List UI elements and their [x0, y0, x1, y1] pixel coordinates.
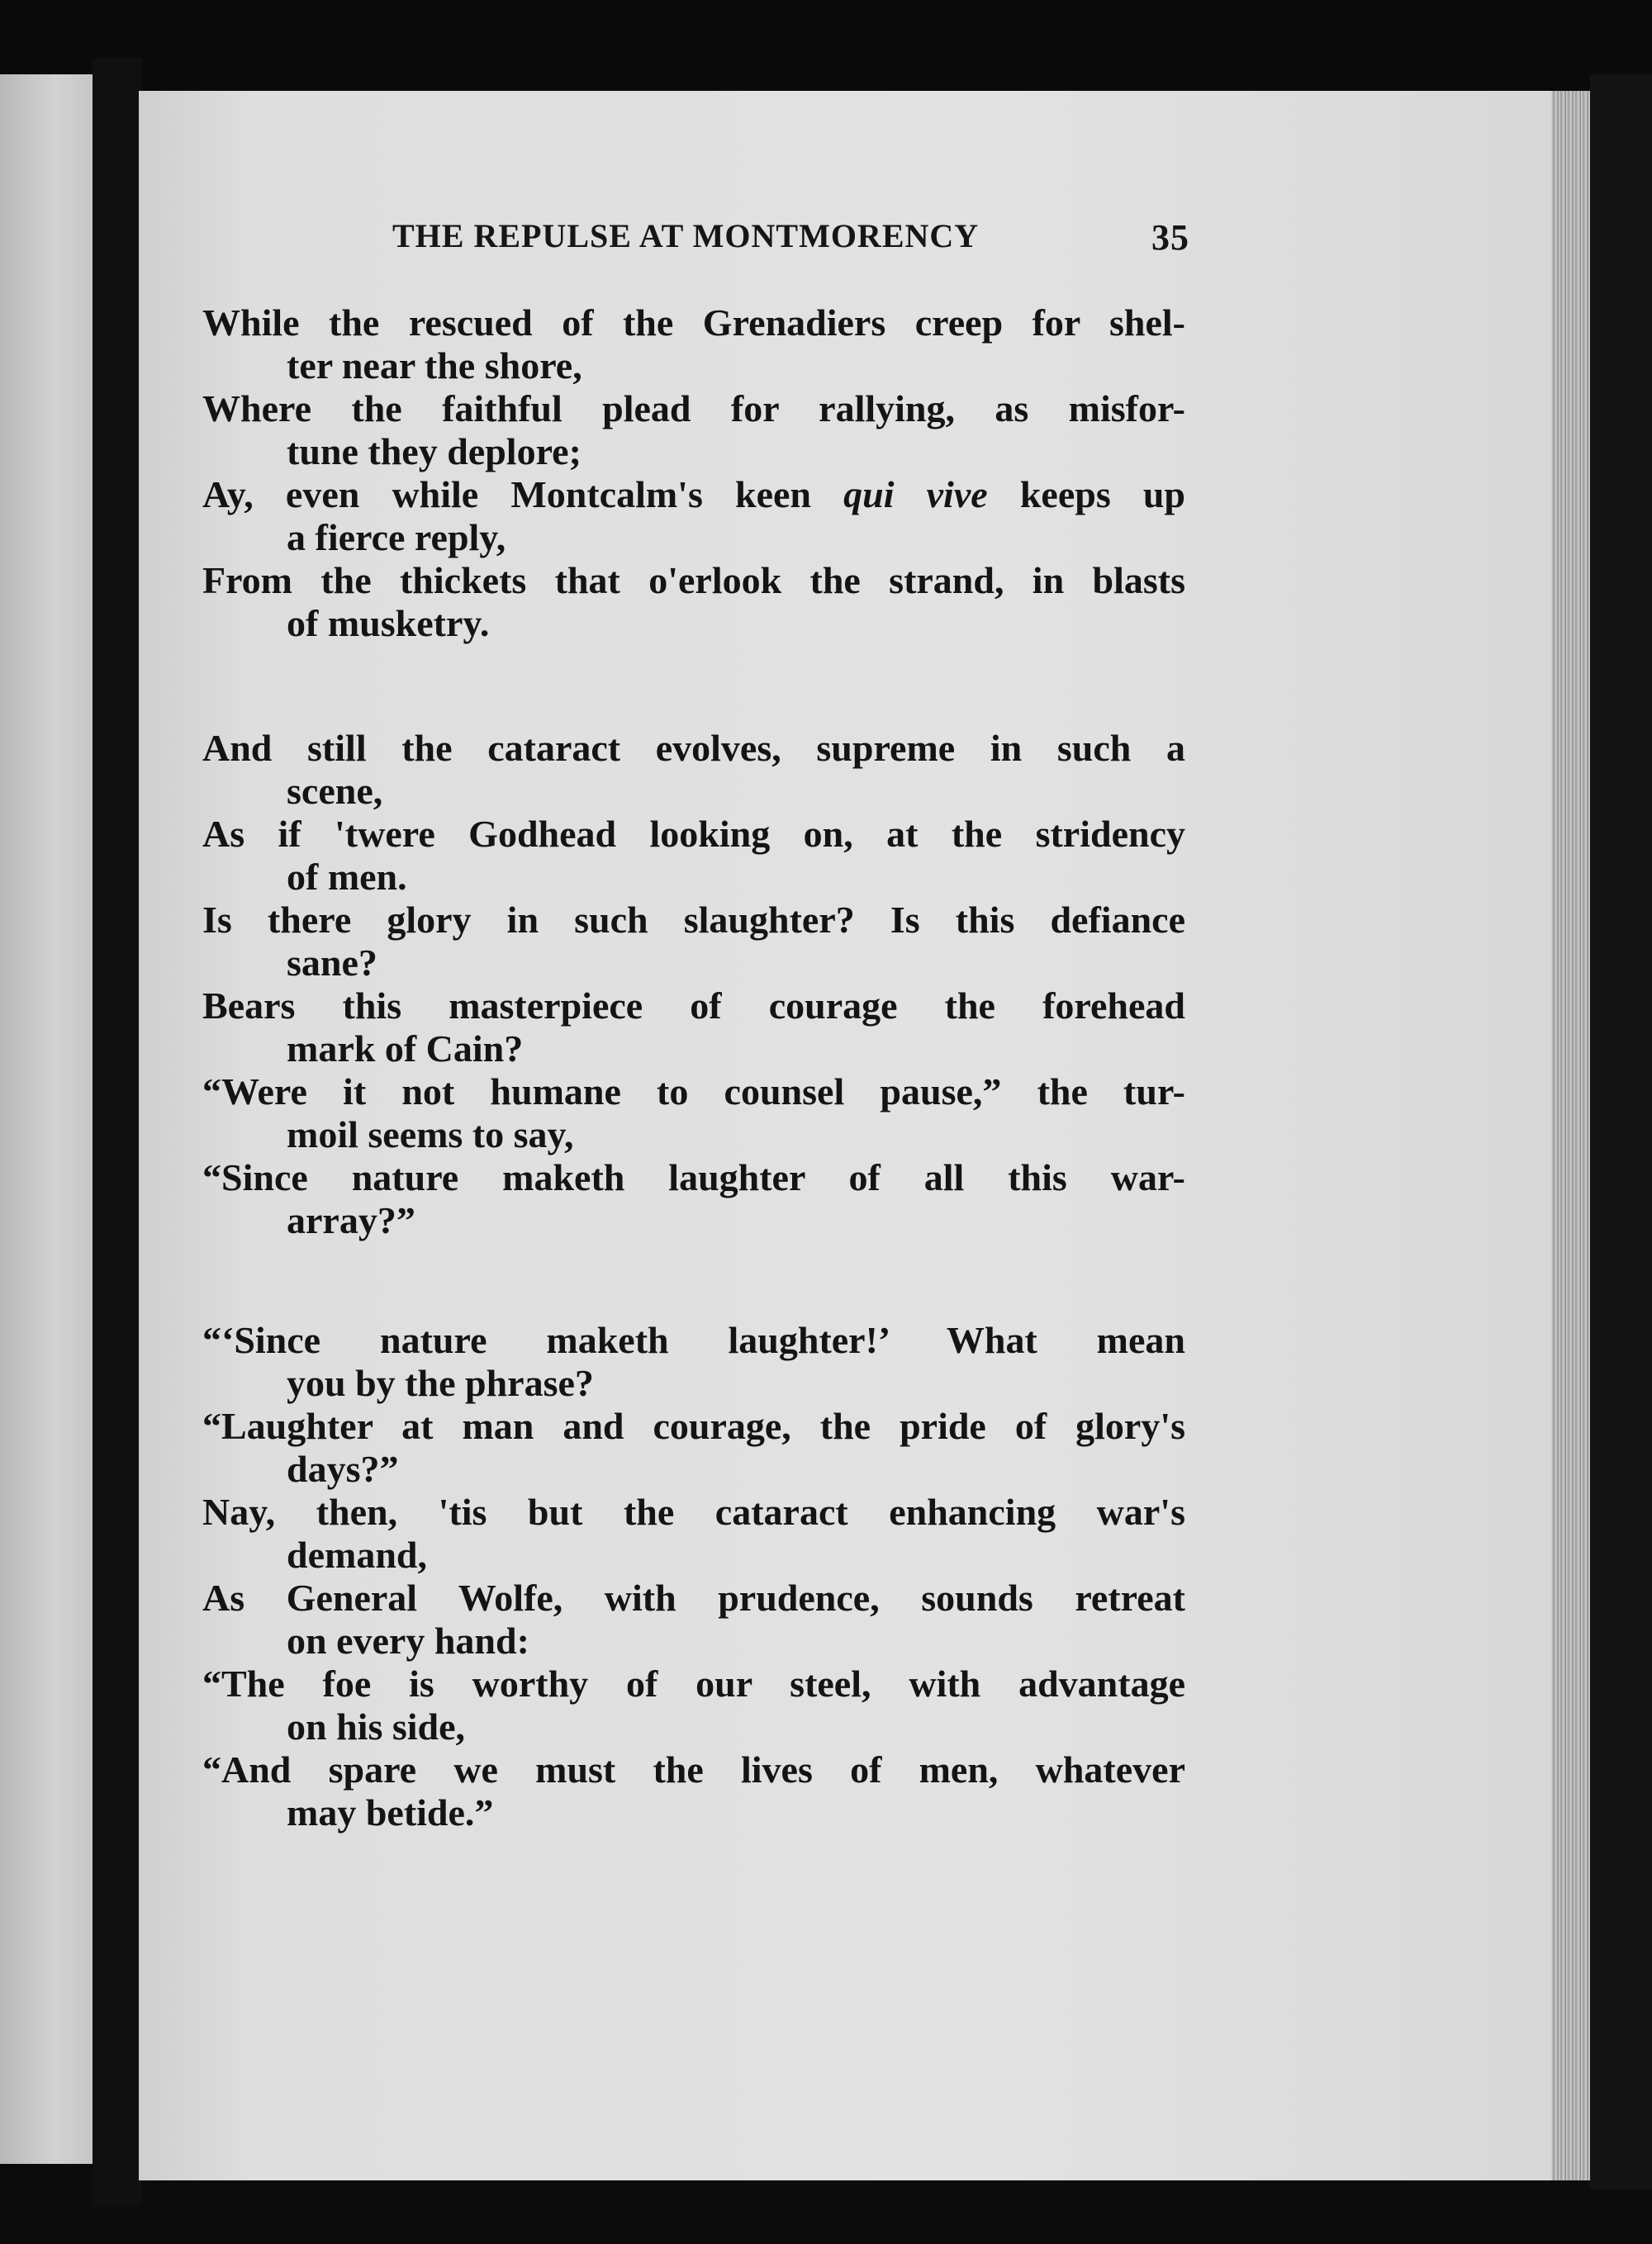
verse-line: sane? — [287, 942, 377, 984]
verse-line: on his side, — [287, 1706, 466, 1748]
scan-top-border — [0, 0, 1652, 91]
verse-line: While the rescued of the Grenadiers creep for shel- — [202, 301, 1185, 344]
verse-line: moil seems to say, — [287, 1113, 574, 1155]
verse-line: From the thickets that o'erlook the strand, in blasts — [202, 559, 1185, 601]
verse-line: Bears this masterpiece of courage the forehead — [202, 984, 1185, 1027]
verse-line: Is there glory in such slaughter? Is this defiance — [202, 899, 1185, 941]
verse-line: array?” — [287, 1199, 415, 1241]
book-gutter — [93, 58, 142, 2205]
verse-line: on every hand: — [287, 1620, 529, 1662]
verse-line: scene, — [287, 770, 383, 812]
verse-line: tune they deplore; — [287, 430, 582, 472]
verse-line: As if 'twere Godhead looking on, at the stridency — [202, 813, 1185, 855]
page-number: 35 — [1151, 217, 1189, 258]
verse-line: “Were it not humane to counsel pause,” the tur- — [202, 1070, 1185, 1113]
verse-line: may betide.” — [287, 1791, 494, 1834]
stanza-2 — [202, 727, 1194, 1242]
verse-line: “‘Since nature maketh laughter!’ What mean — [202, 1319, 1185, 1361]
verse-line: ter near the shore, — [287, 344, 582, 387]
running-head — [206, 216, 1189, 266]
verse-line: “Laughter at man and courage, the pride of glory's — [202, 1405, 1185, 1447]
running-title: THE REPULSE AT MONTMORENCY — [392, 217, 980, 254]
verse-line: of musketry. — [287, 602, 490, 644]
verse-line: demand, — [287, 1534, 427, 1576]
stanza-1 — [202, 301, 1194, 645]
verse-line: And still the cataract evolves, supreme in such a — [202, 727, 1185, 769]
verse-line: “The foe is worthy of our steel, with advantage — [202, 1663, 1185, 1705]
verse-line: “Since nature maketh laughter of all this war- — [202, 1156, 1185, 1198]
verse-line-with-italic — [202, 473, 1185, 516]
verse-line: you by the phrase? — [287, 1362, 594, 1404]
verse-line: a fierce reply, — [287, 516, 506, 558]
stanza-3 — [202, 1319, 1194, 1834]
verse-line: As General Wolfe, with prudence, sounds retreat — [202, 1577, 1185, 1619]
book-cover-edge — [1590, 74, 1652, 2189]
verse-line: Where the faithful plead for rallying, as misfor- — [202, 387, 1185, 429]
verse-line: Nay, then, 'tis but the cataract enhancing war's — [202, 1491, 1185, 1533]
verse-line: “And spare we must the lives of men, whatever — [202, 1748, 1185, 1791]
facing-page-edge — [0, 74, 101, 2164]
italic-phrase: qui vive — [843, 473, 988, 515]
verse-line: days?” — [287, 1448, 399, 1490]
verse-line: mark of Cain? — [287, 1027, 524, 1070]
verse-text: Ay, even while Montcalm's keen — [202, 473, 811, 515]
verse-text: keeps up — [1019, 473, 1186, 515]
verse-line: of men. — [287, 856, 407, 898]
